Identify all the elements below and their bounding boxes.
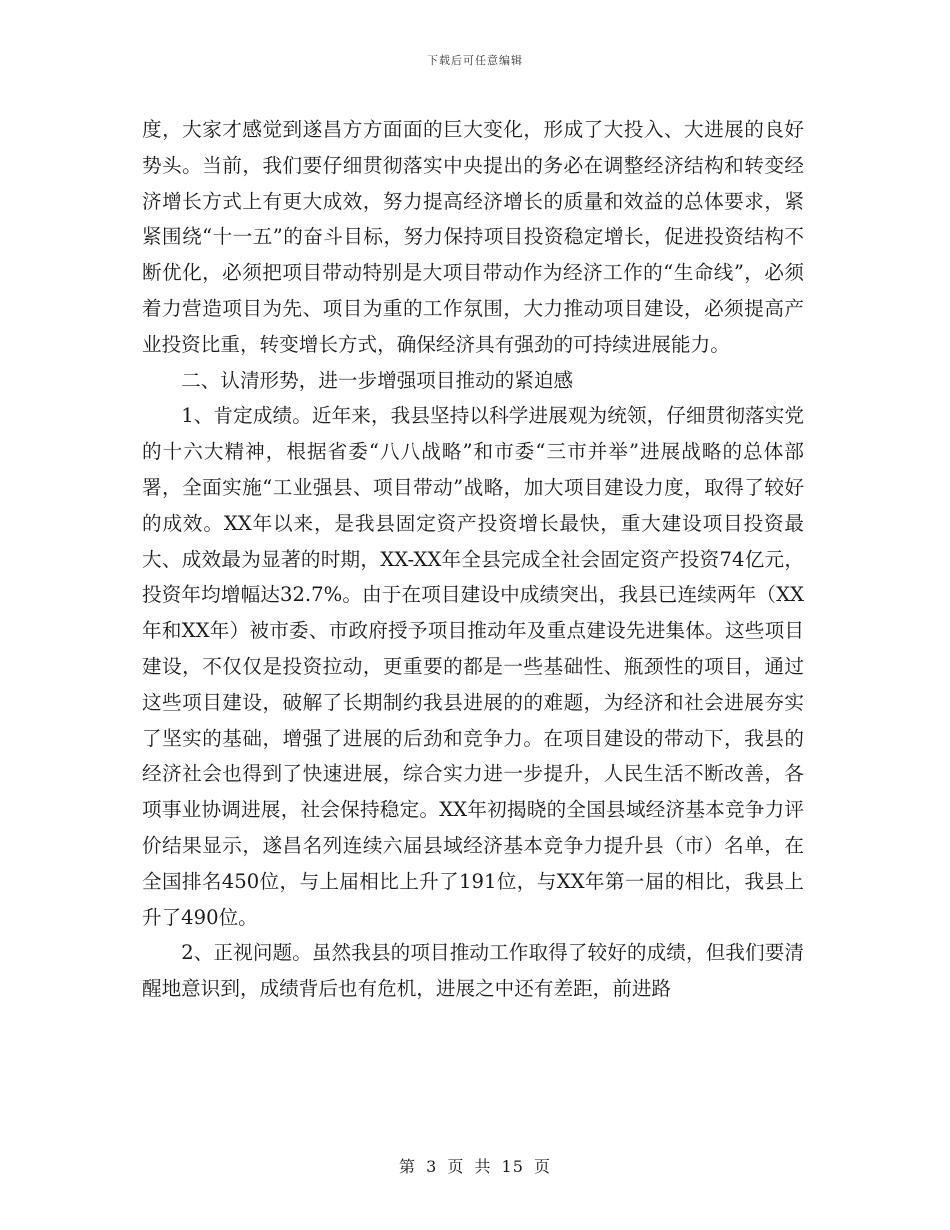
paragraph-problems: 2、正视问题。虽然我县的项目推动工作取得了较好的成绩，但我们要清醒地意识到，成绩背后也有危机，进展之中还有差距，前进路: [142, 941, 804, 1001]
paragraph-achievements: 1、肯定成绩。近年来，我县坚持以科学进展观为统领，仔细贯彻落实党的十六大精神，根据省委“八八战略”和市委“三市并举”进展战略的总体部署，全面实施“工业强县、项目带动”战略，加大项目建设力度，取得了较好的成效。XX年以来，是我县固定资产投资增长最快，重大建设项目投资最大、成效最为显著的时期，XX-XX年全县完成全社会固定资产投资74亿元，投资年均增幅达32.7%。由于在项目建设中成绩突出，我县已连续两年（XX年和XX年）被市委、市政府授予项目推动年及重点建设先进集体。这些项目建设，不仅仅是投资拉动，更重要的都是一些基础性、瓶颈性的项目，通过这些项目建设，破解了长期制约我县进展的的难题，为经济和社会进展夯实了坚实的基础，增强了进展的后劲和竞争力。在项目建设的带动下，我县的经济社会也得到了快速进展，综合实力进一步提升，人民生活不断改善，各项事业协调进展，社会保持稳定。XX年初揭晓的全国县域经济基本竞争力评价结果显示，遂昌名列连续六届县域经济基本竞争力提升县（市）名单，在全国排名450位，与上届相比上升了191位，与XX年第一届的相比，我县上升了490位。: [142, 404, 804, 929]
header-note: 下载后可任意编辑: [427, 54, 523, 67]
document-body: [142, 112, 804, 1007]
page-number-footer: 第 3 页 共 15 页: [399, 1157, 551, 1176]
paragraph-continuation: 度，大家才感觉到遂昌方方面面的巨大变化，形成了大投入、大进展的良好势头。当前，我们要仔细贯彻落实中央提出的务必在调整经济结构和转变经济增长方式上有更大成效，努力提高经济增长的质量和效益的总体要求，紧紧围绕“十一五”的奋斗目标，努力保持项目投资稳定增长，促进投资结构不断优化，必须把项目带动特别是大项目带动作为经济工作的“生命线”，必须着力营造项目为先、项目为重的工作氛围，大力推动项目建设，必须提高产业投资比重，转变增长方式，确保经济具有强劲的可持续进展能力。: [142, 118, 804, 356]
section-heading: 二、认清形势，进一步增强项目推动的紧迫感: [181, 368, 574, 392]
